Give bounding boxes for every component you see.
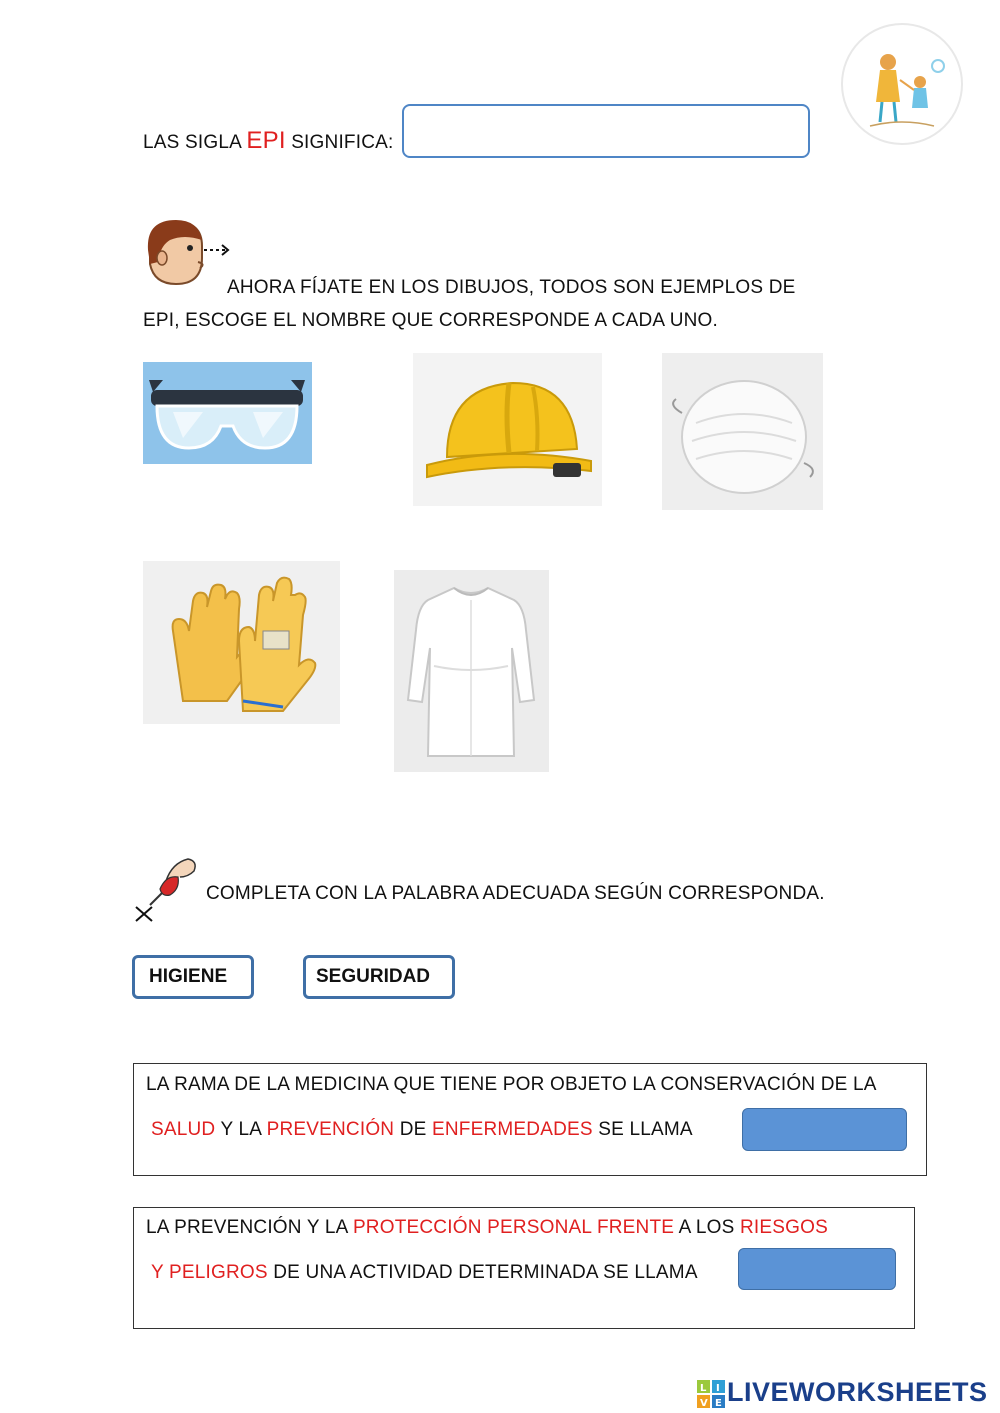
header-prefix [143,127,393,155]
word-chip-seguridad-label: SEGURIDAD [316,966,431,987]
svg-text:V: V [700,1398,708,1408]
sentence1-text-1: Y LA [220,1119,262,1140]
sentence1-line2 [151,1119,693,1141]
work-gloves-icon [143,561,340,724]
protective-gown-icon [394,570,549,772]
sentence2-answer-dropzone[interactable] [738,1248,896,1290]
header-acronym: EPI [246,127,286,154]
sentence1-answer-dropzone[interactable] [742,1108,907,1151]
sentence1-word-enfermedades: ENFERMEDADES [432,1119,593,1140]
footer-brand[interactable]: LIVEWORKSHEETS [727,1377,988,1407]
sentence1-line1: LA RAMA DE LA MEDICINA QUE TIENE POR OBJETO LA CONSERVACIÓN DE LA [146,1074,877,1095]
school-logo [840,22,964,146]
sentence1-word-salud: SALUD [151,1119,216,1140]
word-chip-higiene[interactable] [132,955,254,999]
sentence2-word-riesgos: RIESGOS [740,1217,828,1238]
svg-text:E: E [715,1398,722,1408]
face-mask-icon [662,353,823,510]
word-chip-higiene-label: HIGIENE [149,966,228,987]
sentence2-text-3: DE UNA ACTIVIDAD DETERMINADA SE LLAMA [273,1262,698,1283]
svg-text:I: I [716,1383,720,1394]
sentence2-text-2: A LOS [678,1217,735,1238]
header-suffix: SIGNIFICA: [291,132,394,153]
write-pictogram-icon [132,855,200,925]
sentence2-word-proteccion: PROTECCIÓN PERSONAL FRENTE [352,1217,675,1238]
safety-goggles-icon [143,362,312,464]
hard-hat-icon [413,353,602,506]
instruction1-line1: AHORA FÍJATE EN LOS DIBUJOS, TODOS SON EJEMPLOS DE [227,277,796,298]
sentence2-line2 [151,1262,698,1284]
word-chip-seguridad[interactable] [303,955,455,999]
liveworksheets-logo-icon [697,1380,725,1408]
header-prefix-text: LAS SIGLA [143,132,241,153]
sentence2-line1 [146,1217,828,1239]
instruction1-line2: EPI, ESCOGE EL NOMBRE QUE CORRESPONDE A CADA UNO. [143,310,719,331]
epi-meaning-input[interactable] [402,104,810,158]
sentence1-text-3: SE LLAMA [598,1119,693,1140]
sentence1-text-2: DE [399,1119,427,1140]
instruction2-text: COMPLETA CON LA PALABRA ADECUADA SEGÚN CORRESPONDA. [206,883,825,904]
sentence1-word-prevencion: PREVENCIÓN [266,1119,395,1140]
svg-text:L: L [700,1383,707,1394]
sentence2-text-1: LA PREVENCIÓN Y LA [146,1217,348,1238]
look-pictogram-icon [140,218,232,290]
sentence2-word-peligros: Y PELIGROS [151,1262,268,1283]
